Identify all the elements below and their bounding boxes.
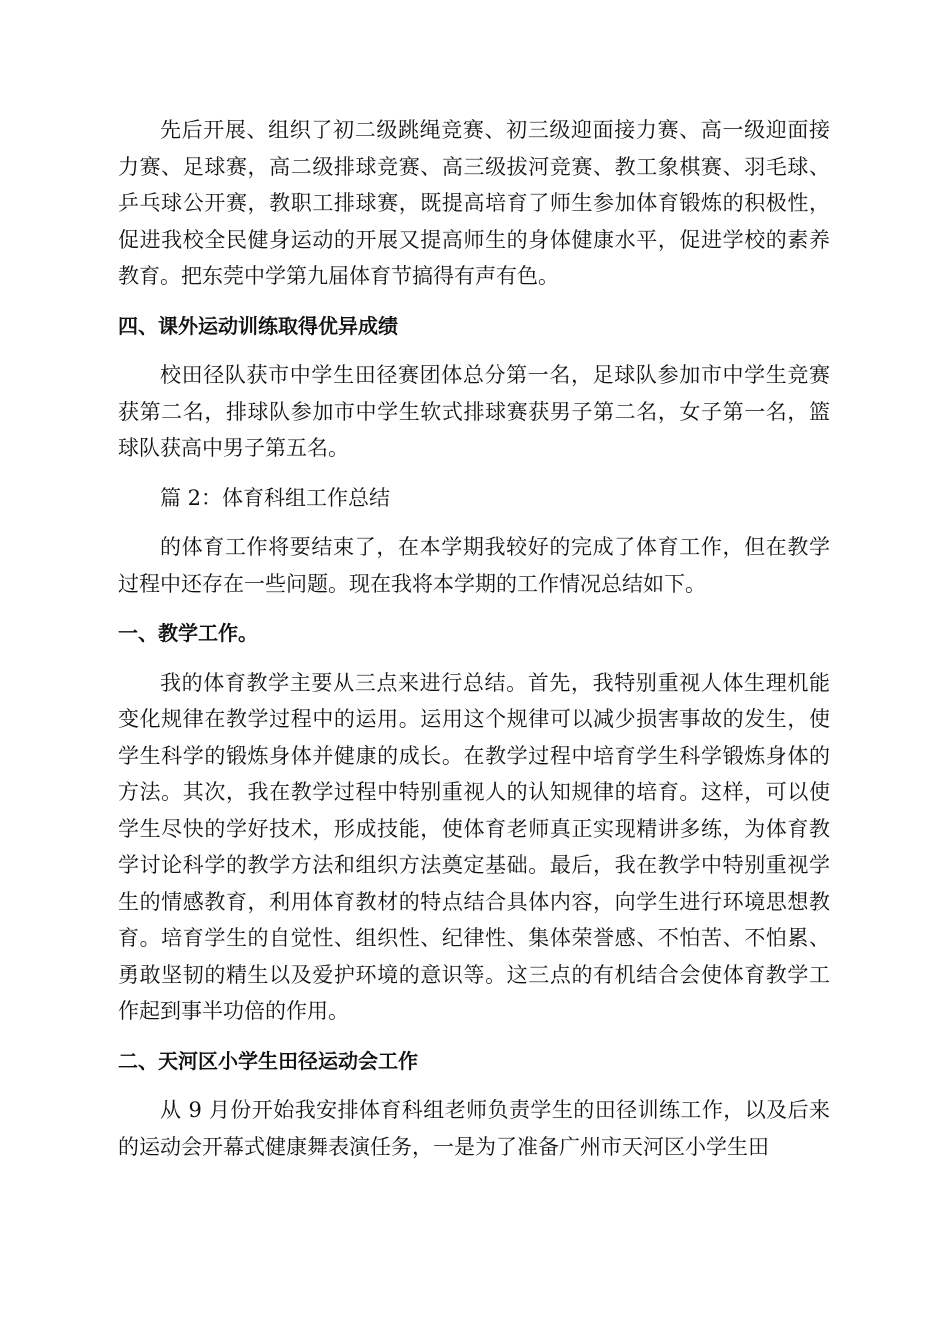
section-title-part-2: 篇 2：体育科组工作总结 xyxy=(160,485,391,510)
heading-extracurricular-training: 四、课外运动训练取得优异成绩 xyxy=(118,313,398,338)
heading-track-meet: 二、天河区小学生田径运动会工作 xyxy=(118,1048,418,1073)
paragraph-sports-festival: 先后开展、组织了初二级跳绳竞赛、初三级迎面接力赛、高一级迎面接力赛、足球赛，高二级排球竞赛、高三级拔河竞赛、教工象棋赛、羽毛球、乒乓球公开赛，教职工排球赛，既提高培育了师生参加体育锻炼的积极性，促进我校全民健身运动的开展又提高师生的身体健康水平，促进学校的素养教育。把东莞中学第九届体育节搞得有声有色。 xyxy=(118,118,830,288)
document-page xyxy=(118,112,830,1178)
heading-teaching-work: 一、教学工作。 xyxy=(118,621,258,645)
paragraph-intro: 的体育工作将要结束了，在本学期我较好的完成了体育工作，但在教学过程中还存在一些问题。现在我将本学期的工作情况总结如下。 xyxy=(118,535,830,596)
paragraph-track-training: 从 9 月份开始我安排体育科组老师负责学生的田径训练工作，以及后来的运动会开幕式健康舞表演任务，一是为了准备广州市天河区小学生田 xyxy=(118,1098,830,1159)
paragraph-team-results: 校田径队获市中学生田径赛团体总分第一名，足球队参加市中学生竞赛获第二名，排球队参加市中学生软式排球赛获男子第二名，女子第一名，篮球队获高中男子第五名。 xyxy=(118,363,830,460)
paragraph-teaching-summary: 我的体育教学主要从三点来进行总结。首先，我特别重视人体生理机能变化规律在教学过程中的运用。运用这个规律可以减少损害事故的发生，使学生科学的锻炼身体并健康的成长。在教学过程中培育学生科学锻炼身体的方法。其次，我在教学过程中特别重视人的认知规律的培育。这样，可以使学生尽快的学好技术，形成技能，使体育老师真正实现精讲多练，为体育教学讨论科学的教学方法和组织方法奠定基础。最后，我在教学中特别重视学生的情感教育，利用体育教材的特点结合具体内容，向学生进行环境思想教育。培育学生的自觉性、组织性、纪律性、集体荣誉感、不怕苦、不怕累、勇敢坚韧的精生以及爱护环境的意识等。这三点的有机结合会使体育教学工作起到事半功倍的作用。 xyxy=(118,670,830,1023)
